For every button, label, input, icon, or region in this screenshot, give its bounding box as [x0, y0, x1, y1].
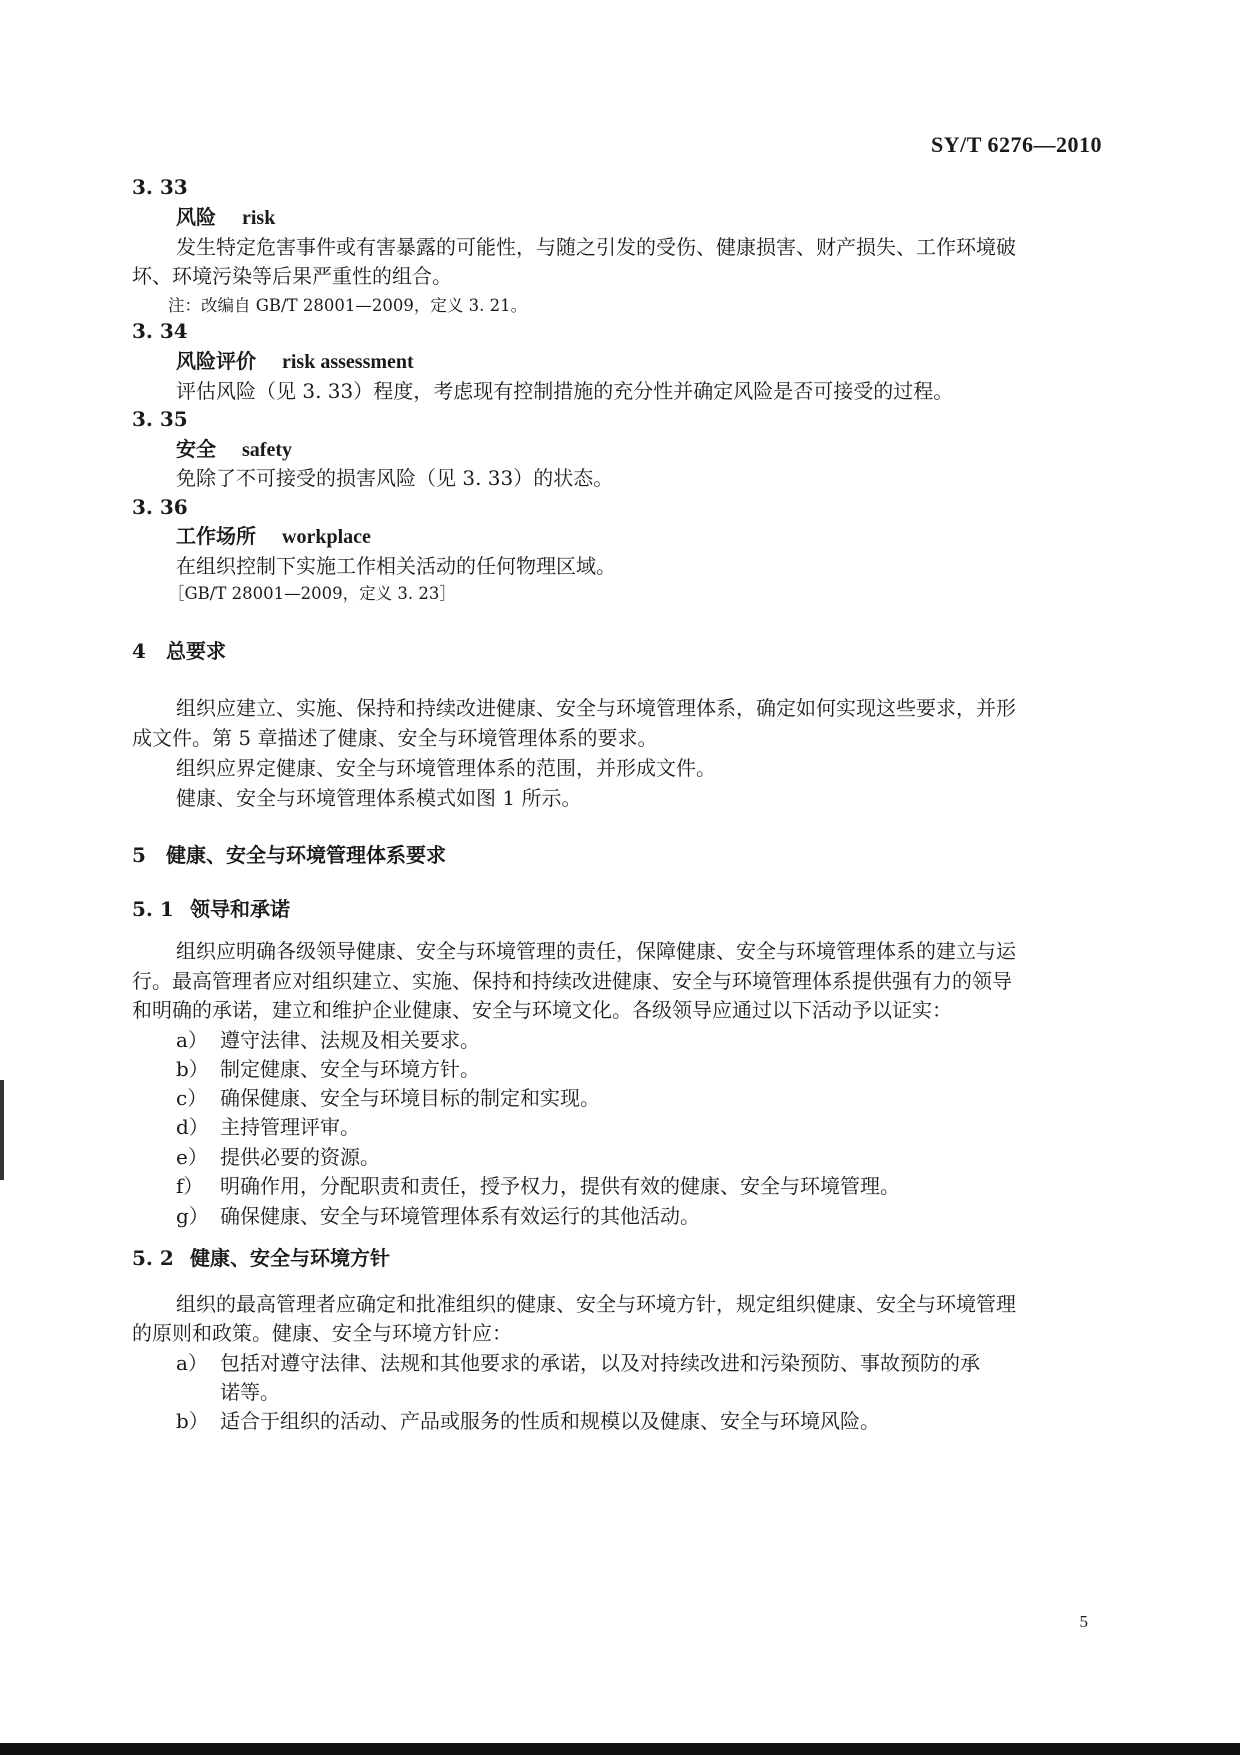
- body-paragraph: 组织的最高管理者应确定和批准组织的健康、安全与环境方针，规定组织健康、安全与环境管理: [176, 1292, 1016, 1316]
- list-text: 遵守法律、法规及相关要求。: [220, 1028, 480, 1052]
- clause-number: 3. 36: [132, 495, 188, 519]
- subsection-title: 领导和承诺: [190, 897, 290, 921]
- list-item: [176, 1408, 880, 1434]
- section-title: 总要求: [166, 639, 226, 663]
- term-en: safety: [242, 439, 292, 461]
- list-marker: d）: [176, 1115, 209, 1139]
- term-zh: 安全: [176, 437, 216, 461]
- subsection-heading: [132, 1245, 390, 1271]
- body-paragraph: 的原则和政策。健康、安全与环境方针应：: [132, 1321, 512, 1345]
- list-item: [176, 1144, 380, 1170]
- list-item: [176, 1027, 480, 1053]
- list-text: 确保健康、安全与环境管理体系有效运行的其他活动。: [220, 1204, 700, 1228]
- subsection-heading: [132, 896, 290, 922]
- section-number: 5: [132, 843, 146, 867]
- term-heading: [176, 436, 292, 463]
- definition-text: 在组织控制下实施工作相关活动的任何物理区域。: [176, 554, 616, 578]
- subsection-number: 5. 2: [132, 1246, 174, 1270]
- definition-source: ［GB/T 28001—2009，定义 3. 23］: [168, 584, 456, 603]
- term-en: risk assessment: [282, 351, 414, 373]
- section-title: 健康、安全与环境管理体系要求: [166, 843, 446, 867]
- list-marker: b）: [176, 1057, 209, 1081]
- term-heading: [176, 348, 414, 375]
- term-heading: [176, 523, 371, 550]
- scan-edge-mark: [0, 1080, 4, 1180]
- body-paragraph: 健康、安全与环境管理体系模式如图 1 所示。: [176, 786, 582, 810]
- subsection-title: 健康、安全与环境方针: [190, 1246, 390, 1270]
- list-item: [176, 1085, 600, 1111]
- list-marker: c）: [176, 1086, 208, 1110]
- section-number: 4: [132, 639, 146, 663]
- subsection-number: 5. 1: [132, 897, 174, 921]
- list-text: 包括对遵守法律、法规和其他要求的承诺，以及对持续改进和污染预防、事故预防的承: [220, 1351, 980, 1375]
- term-zh: 风险评价: [176, 349, 256, 373]
- clause-number: 3. 34: [132, 319, 188, 343]
- list-marker: b）: [176, 1409, 209, 1433]
- definition-text: 评估风险（见 3. 33）程度，考虑现有控制措施的充分性并确定风险是否可接受的过程。: [176, 379, 954, 403]
- term-zh: 工作场所: [176, 524, 256, 548]
- list-marker: e）: [176, 1145, 208, 1169]
- list-marker: a）: [176, 1351, 208, 1375]
- body-paragraph: 组织应明确各级领导健康、安全与环境管理的责任，保障健康、安全与环境管理体系的建立与运: [176, 939, 1016, 963]
- definition-text: 坏、环境污染等后果严重性的组合。: [132, 264, 452, 288]
- body-paragraph: 组织应界定健康、安全与环境管理体系的范围，并形成文件。: [176, 756, 716, 780]
- list-text: 主持管理评审。: [220, 1115, 360, 1139]
- list-item: [176, 1203, 700, 1229]
- standard-code: SY/T 6276—2010: [930, 132, 1102, 157]
- definition-text: 免除了不可接受的损害风险（见 3. 33）的状态。: [176, 466, 614, 490]
- term-en: risk: [242, 207, 276, 229]
- list-marker: f）: [176, 1174, 204, 1198]
- term-en: workplace: [282, 526, 371, 548]
- clause-number: 3. 33: [132, 175, 188, 199]
- list-item-continuation: 诺等。: [220, 1380, 280, 1404]
- list-marker: g）: [176, 1204, 209, 1228]
- list-text: 确保健康、安全与环境目标的制定和实现。: [220, 1086, 600, 1110]
- body-paragraph: 行。最高管理者应对组织建立、实施、保持和持续改进健康、安全与环境管理体系提供强有力的领导: [132, 969, 1012, 993]
- body-paragraph: 组织应建立、实施、保持和持续改进健康、安全与环境管理体系，确定如何实现这些要求，并形: [176, 696, 1016, 720]
- section-heading: [132, 842, 446, 868]
- definition-note: 注：改编自 GB/T 28001—2009，定义 3. 21。: [168, 296, 528, 315]
- list-item: [176, 1056, 480, 1082]
- term-zh: 风险: [176, 205, 216, 229]
- list-item: [176, 1114, 360, 1140]
- list-text: 明确作用，分配职责和责任，授予权力，提供有效的健康、安全与环境管理。: [220, 1174, 900, 1198]
- clause-number: 3. 35: [132, 407, 188, 431]
- list-text: 提供必要的资源。: [220, 1145, 380, 1169]
- list-item: [176, 1350, 980, 1376]
- definition-text: 发生特定危害事件或有害暴露的可能性，与随之引发的受伤、健康损害、财产损失、工作环境破: [176, 235, 1016, 259]
- term-heading: [176, 204, 275, 231]
- list-marker: a）: [176, 1028, 208, 1052]
- scan-bottom-border: [0, 1743, 1240, 1755]
- body-paragraph: 和明确的承诺，建立和维护企业健康、安全与环境文化。各级领导应通过以下活动予以证实：: [132, 998, 952, 1022]
- page-number: 5: [1079, 1612, 1088, 1631]
- section-heading: [132, 638, 226, 664]
- body-paragraph: 成文件。第 5 章描述了健康、安全与环境管理体系的要求。: [132, 726, 658, 750]
- list-text: 制定健康、安全与环境方针。: [220, 1057, 480, 1081]
- list-text: 适合于组织的活动、产品或服务的性质和规模以及健康、安全与环境风险。: [220, 1409, 880, 1433]
- list-item: [176, 1173, 900, 1199]
